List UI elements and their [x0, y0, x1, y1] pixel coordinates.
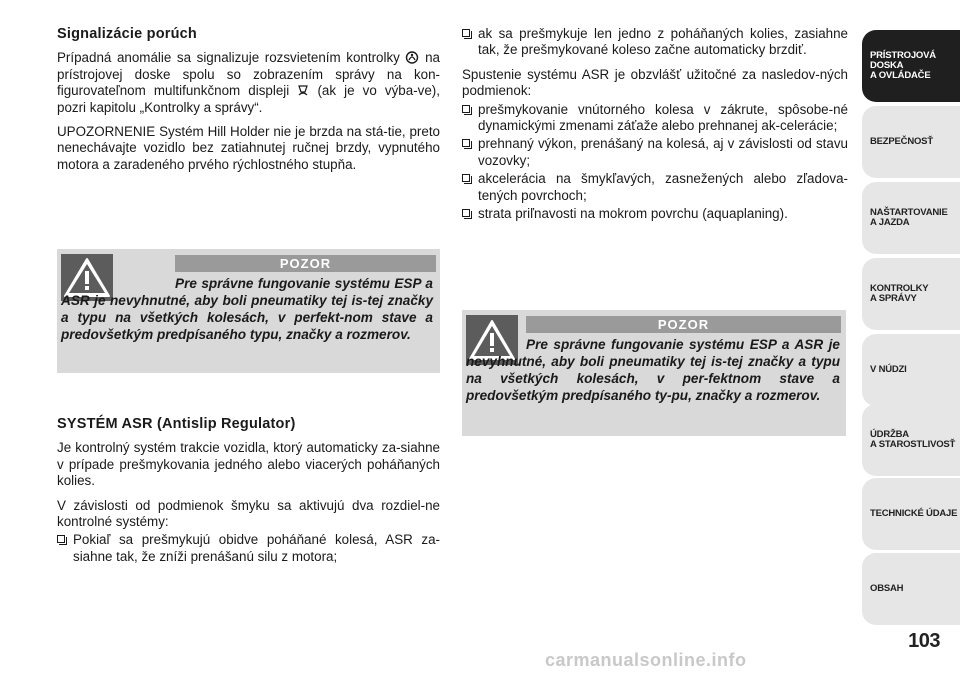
warning-title: POZOR — [526, 316, 841, 333]
paragraph-text: Prípadná anomálie sa signalizuje rozsvietením kontrolky — [57, 50, 400, 66]
list-item-text: akcelerácia na šmykľavých, zasnežených alebo zľadova-tených povrchoch; — [478, 171, 848, 203]
checkbox-bullet-icon — [462, 139, 470, 147]
tab-kontrolky[interactable] — [862, 258, 960, 330]
paragraph-text: na prístrojovej doske spolu so zobrazením správy na kon-figurovateľnom multifunkčnom displeji — [57, 50, 440, 99]
page-number: 103 — [908, 630, 940, 652]
tab-label: OBSAH — [870, 583, 904, 594]
paragraph-fault-indication — [57, 50, 440, 116]
tab-obsah[interactable] — [862, 553, 960, 625]
checkbox-bullet-icon — [462, 29, 470, 37]
watermark: carmanualsonline.info — [545, 650, 747, 670]
warning-title: POZOR — [175, 255, 436, 272]
paragraph-text: (ak je vo výba-ve), pozri kapitolu „Kontrolky a správy“. — [57, 83, 440, 115]
warning-text: Pre správne fungovanie systému ESP a ASR je nevyhnutné, aby boli pneumatiky tej is-tej značky a typu na všetkých kolesách, v perfekt-nom stave a predovšetkým predpísaného typu, značky a rozmerov. — [61, 276, 433, 342]
right-column — [462, 26, 848, 224]
left-column-asr — [57, 416, 440, 567]
tab-nastartovanie[interactable] — [862, 182, 960, 254]
list-item-text: prešmykovanie vnútorného kolesa v zákrute, spôsobe-né dynamickými zmenami záťaže alebo prehnanej ak-celerácie; — [478, 101, 848, 134]
section-heading-fault-signaling: Signalizácie porúch — [57, 26, 197, 42]
list-item — [462, 206, 848, 222]
warning-box-left — [57, 249, 440, 373]
warning-text: Pre správne fungovanie systému ESP a ASR je nevyhnutné, aby boli pneumatiky tej is-tej značky a typu na všetkých kolesách, v per-fektnom stave a predovšetkým predpísaného ty-pu, značky a rozmerov. — [466, 337, 840, 403]
tab-label: ÚDRŽBA A STAROSTLIVOSŤ — [870, 429, 956, 450]
list-item-text: ak sa prešmykuje len jedno z poháňaných kolies, zasiahne tak, že prešmykované koleso začne automaticky brzdiť. — [478, 26, 848, 58]
tab-technicke-udaje[interactable] — [862, 478, 960, 550]
checkbox-bullet-icon — [462, 174, 470, 182]
tab-label: KONTROLKY A SPRÁVY — [870, 283, 929, 304]
list-item-text: strata priľnavosti na mokrom povrchu (aquaplaning). — [478, 206, 788, 222]
left-column — [57, 26, 440, 181]
checkbox-bullet-icon — [462, 105, 470, 113]
section-heading-asr: SYSTÉM ASR (Antislip Regulator) — [57, 416, 296, 432]
tab-label: NAŠTARTOVANIE A JAZDA — [870, 207, 948, 228]
tab-label: V NÚDZI — [870, 364, 907, 375]
paragraph-asr-description: Je kontrolný systém trakcie vozidla, ktorý automaticky za-siahne v prípade prešmykovania jedného alebo viacerých poháňaných kolies. — [57, 440, 440, 489]
checkbox-bullet-icon — [462, 209, 470, 217]
paragraph-asr-usefulness: Spustenie systému ASR je obzvlášť užitočné za nasledov-ných podmienok: — [462, 66, 848, 99]
list-item — [462, 171, 848, 204]
list-item — [462, 102, 848, 135]
chapter-sidebar — [862, 0, 960, 677]
tab-pristrojova-doska[interactable] — [862, 30, 960, 102]
list-item-text: Pokiaľ sa prešmykujú obidve poháňané kolesá, ASR za-siahne tak, že zníži prenášanú silu z motora; — [73, 532, 440, 564]
paragraph-asr-conditions: V závislosti od podmienok šmyku sa aktivujú dva rozdiel-ne kontrolné systémy: — [57, 497, 440, 530]
list-item-text: prehnaný výkon, prenášaný na kolesá, aj v závislosti od stavu vozovky; — [478, 136, 848, 168]
tab-udrzba[interactable] — [862, 404, 960, 476]
checkbox-bullet-icon — [57, 535, 65, 543]
tab-label: BEZPEČNOSŤ — [870, 136, 933, 147]
list-item — [57, 532, 440, 565]
esp-warning-lamp-icon — [405, 51, 419, 64]
esp-display-symbol-icon — [297, 84, 309, 97]
list-item — [462, 26, 848, 59]
warning-box-right — [462, 310, 846, 436]
tab-bezpecnost[interactable] — [862, 106, 960, 178]
tab-label: PRÍSTROJOVÁ DOSKA A OVLÁDAČE — [870, 50, 936, 81]
tab-label: TECHNICKÉ ÚDAJE — [870, 508, 958, 519]
paragraph-hill-holder-note: UPOZORNENIE Systém Hill Holder nie je brzda na stá-tie, preto nenechávajte vozidlo bez zatiahnutej ručnej brzdy, vypnutého motora a zaradeného prvého rýchlostného stupňa. — [57, 124, 440, 172]
list-item — [462, 136, 848, 169]
tab-v-nudzi[interactable] — [862, 334, 960, 406]
